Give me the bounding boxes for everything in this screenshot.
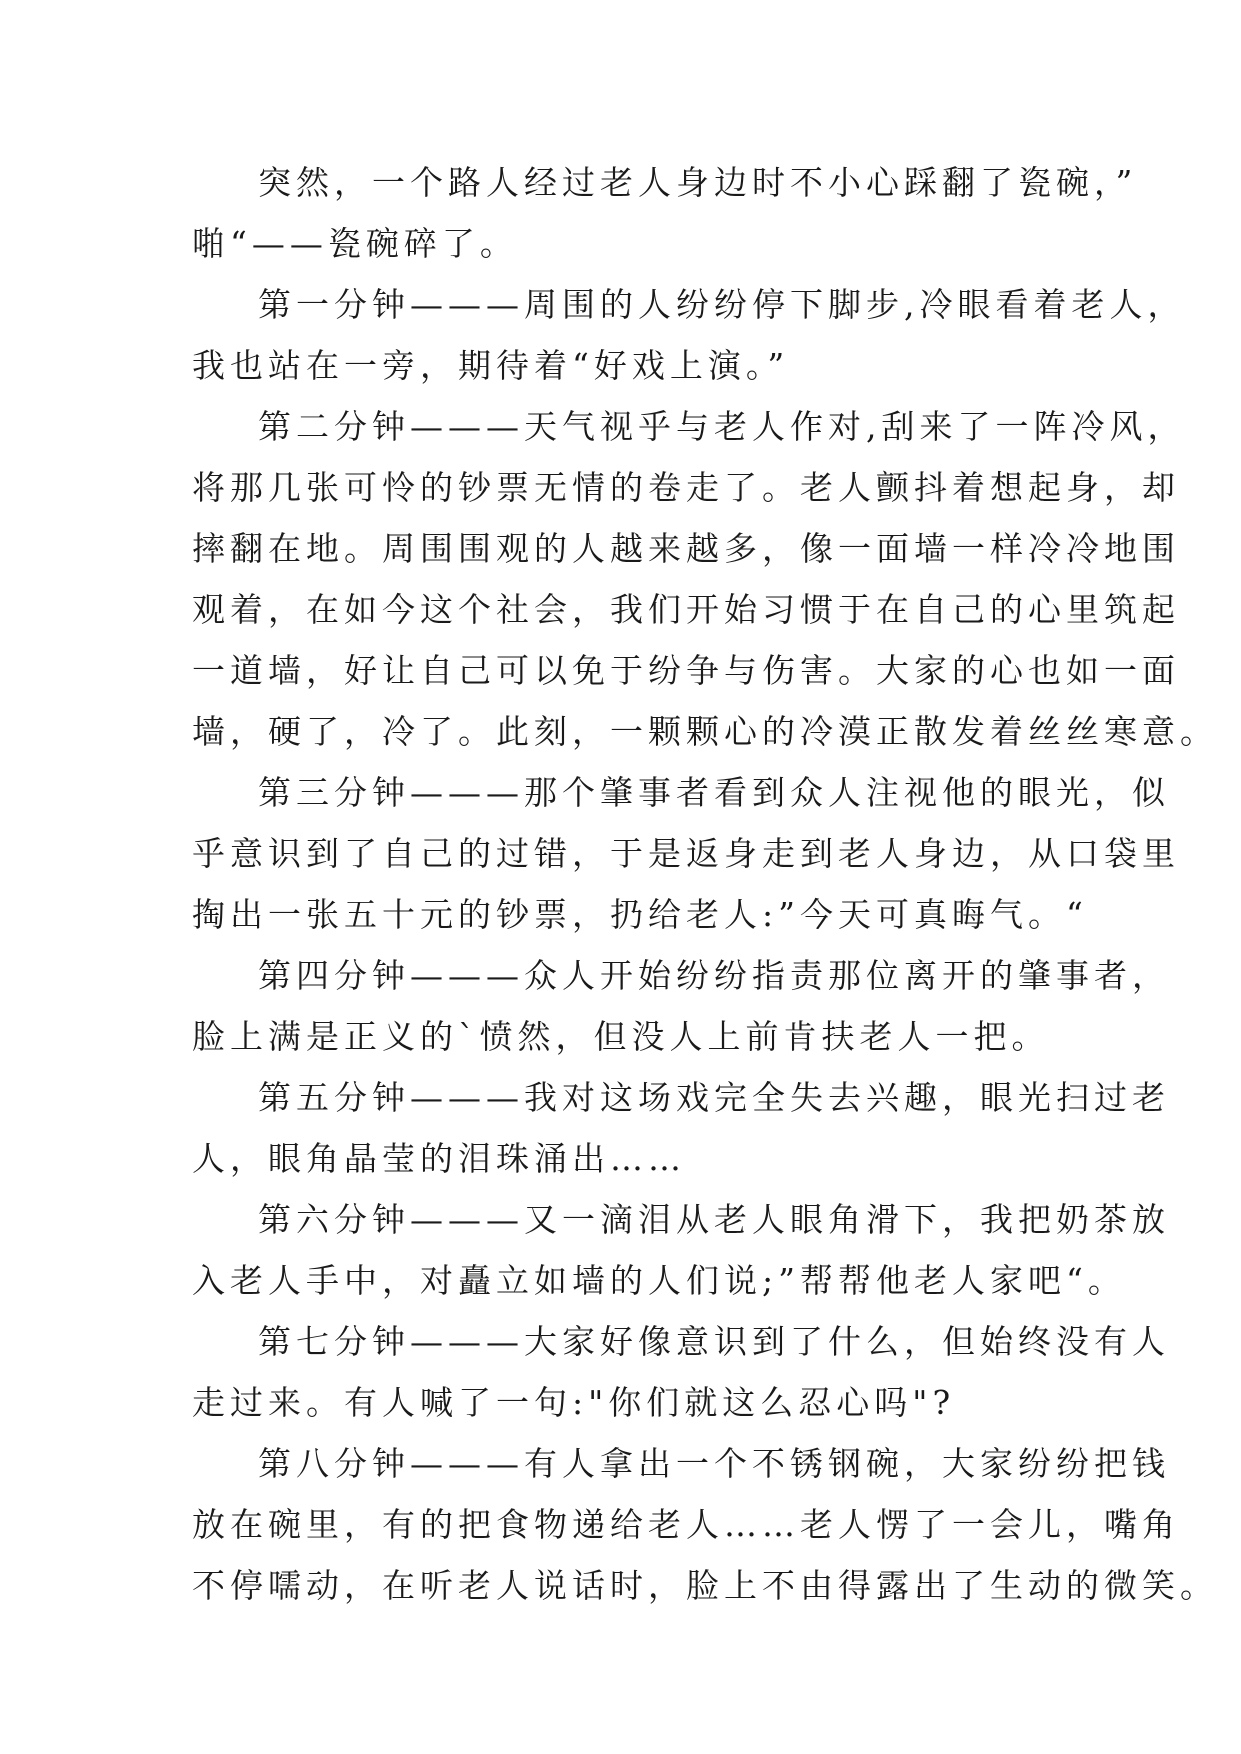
text-line: 一道墙，好让自己可以免于纷争与伤害。大家的心也如一面 <box>192 651 1180 690</box>
body-text <box>192 152 1218 1616</box>
text-line: 第二分钟———天气视乎与老人作对,刮来了一阵冷风， <box>258 407 1186 446</box>
text-line: 墙，硬了，冷了。此刻，一颗颗心的冷漠正散发着丝丝寒意。 <box>192 712 1218 751</box>
text-line: 入老人手中，对矗立如墙的人们说;”帮帮他老人家吧“。 <box>192 1261 1126 1300</box>
text-line: 第七分钟———大家好像意识到了什么，但始终没有人 <box>258 1322 1170 1361</box>
text-line: 第六分钟———又一滴泪从老人眼角滑下，我把奶茶放 <box>258 1200 1170 1239</box>
text-line: 乎意识到了自己的过错，于是返身走到老人身边，从口袋里 <box>192 834 1180 873</box>
text-line: 观着，在如今这个社会，我们开始习惯于在自己的心里筑起 <box>192 590 1180 629</box>
text-line: 摔翻在地。周围围观的人越来越多，像一面墙一样冷冷地围 <box>192 529 1180 568</box>
text-line: 突然，一个路人经过老人身边时不小心踩翻了瓷碗，” <box>258 163 1138 202</box>
text-line: 脸上满是正义的`愤然，但没人上前肯扶老人一把。 <box>192 1017 1050 1056</box>
text-line: 走过来。有人喊了一句:"你们就这么忍心吗"? <box>192 1383 956 1422</box>
text-line: 掏出一张五十元的钞票，扔给老人:”今天可真晦气。“ <box>192 895 1088 934</box>
text-line: 人，眼角晶莹的泪珠涌出…… <box>192 1139 686 1178</box>
text-line: 啪“——瓷碗碎了。 <box>192 224 518 263</box>
text-line: 第四分钟———众人开始纷纷指责那位离开的肇事者， <box>258 956 1170 995</box>
text-line: 不停嚅动，在听老人说话时，脸上不由得露出了生动的微笑。 <box>192 1566 1218 1605</box>
text-line: 第五分钟———我对这场戏完全失去兴趣，眼光扫过老 <box>258 1078 1170 1117</box>
text-line: 将那几张可怜的钞票无情的卷走了。老人颤抖着想起身，却 <box>192 468 1180 507</box>
text-line: 第八分钟———有人拿出一个不锈钢碗，大家纷纷把钱 <box>258 1444 1170 1483</box>
text-line: 第三分钟———那个肇事者看到众人注视他的眼光，似 <box>258 773 1170 812</box>
text-line: 第一分钟———周围的人纷纷停下脚步,冷眼看着老人， <box>258 285 1186 324</box>
text-line: 放在碗里，有的把食物递给老人……老人愣了一会儿，嘴角 <box>192 1505 1180 1544</box>
text-line: 我也站在一旁，期待着“好戏上演。” <box>192 346 790 385</box>
